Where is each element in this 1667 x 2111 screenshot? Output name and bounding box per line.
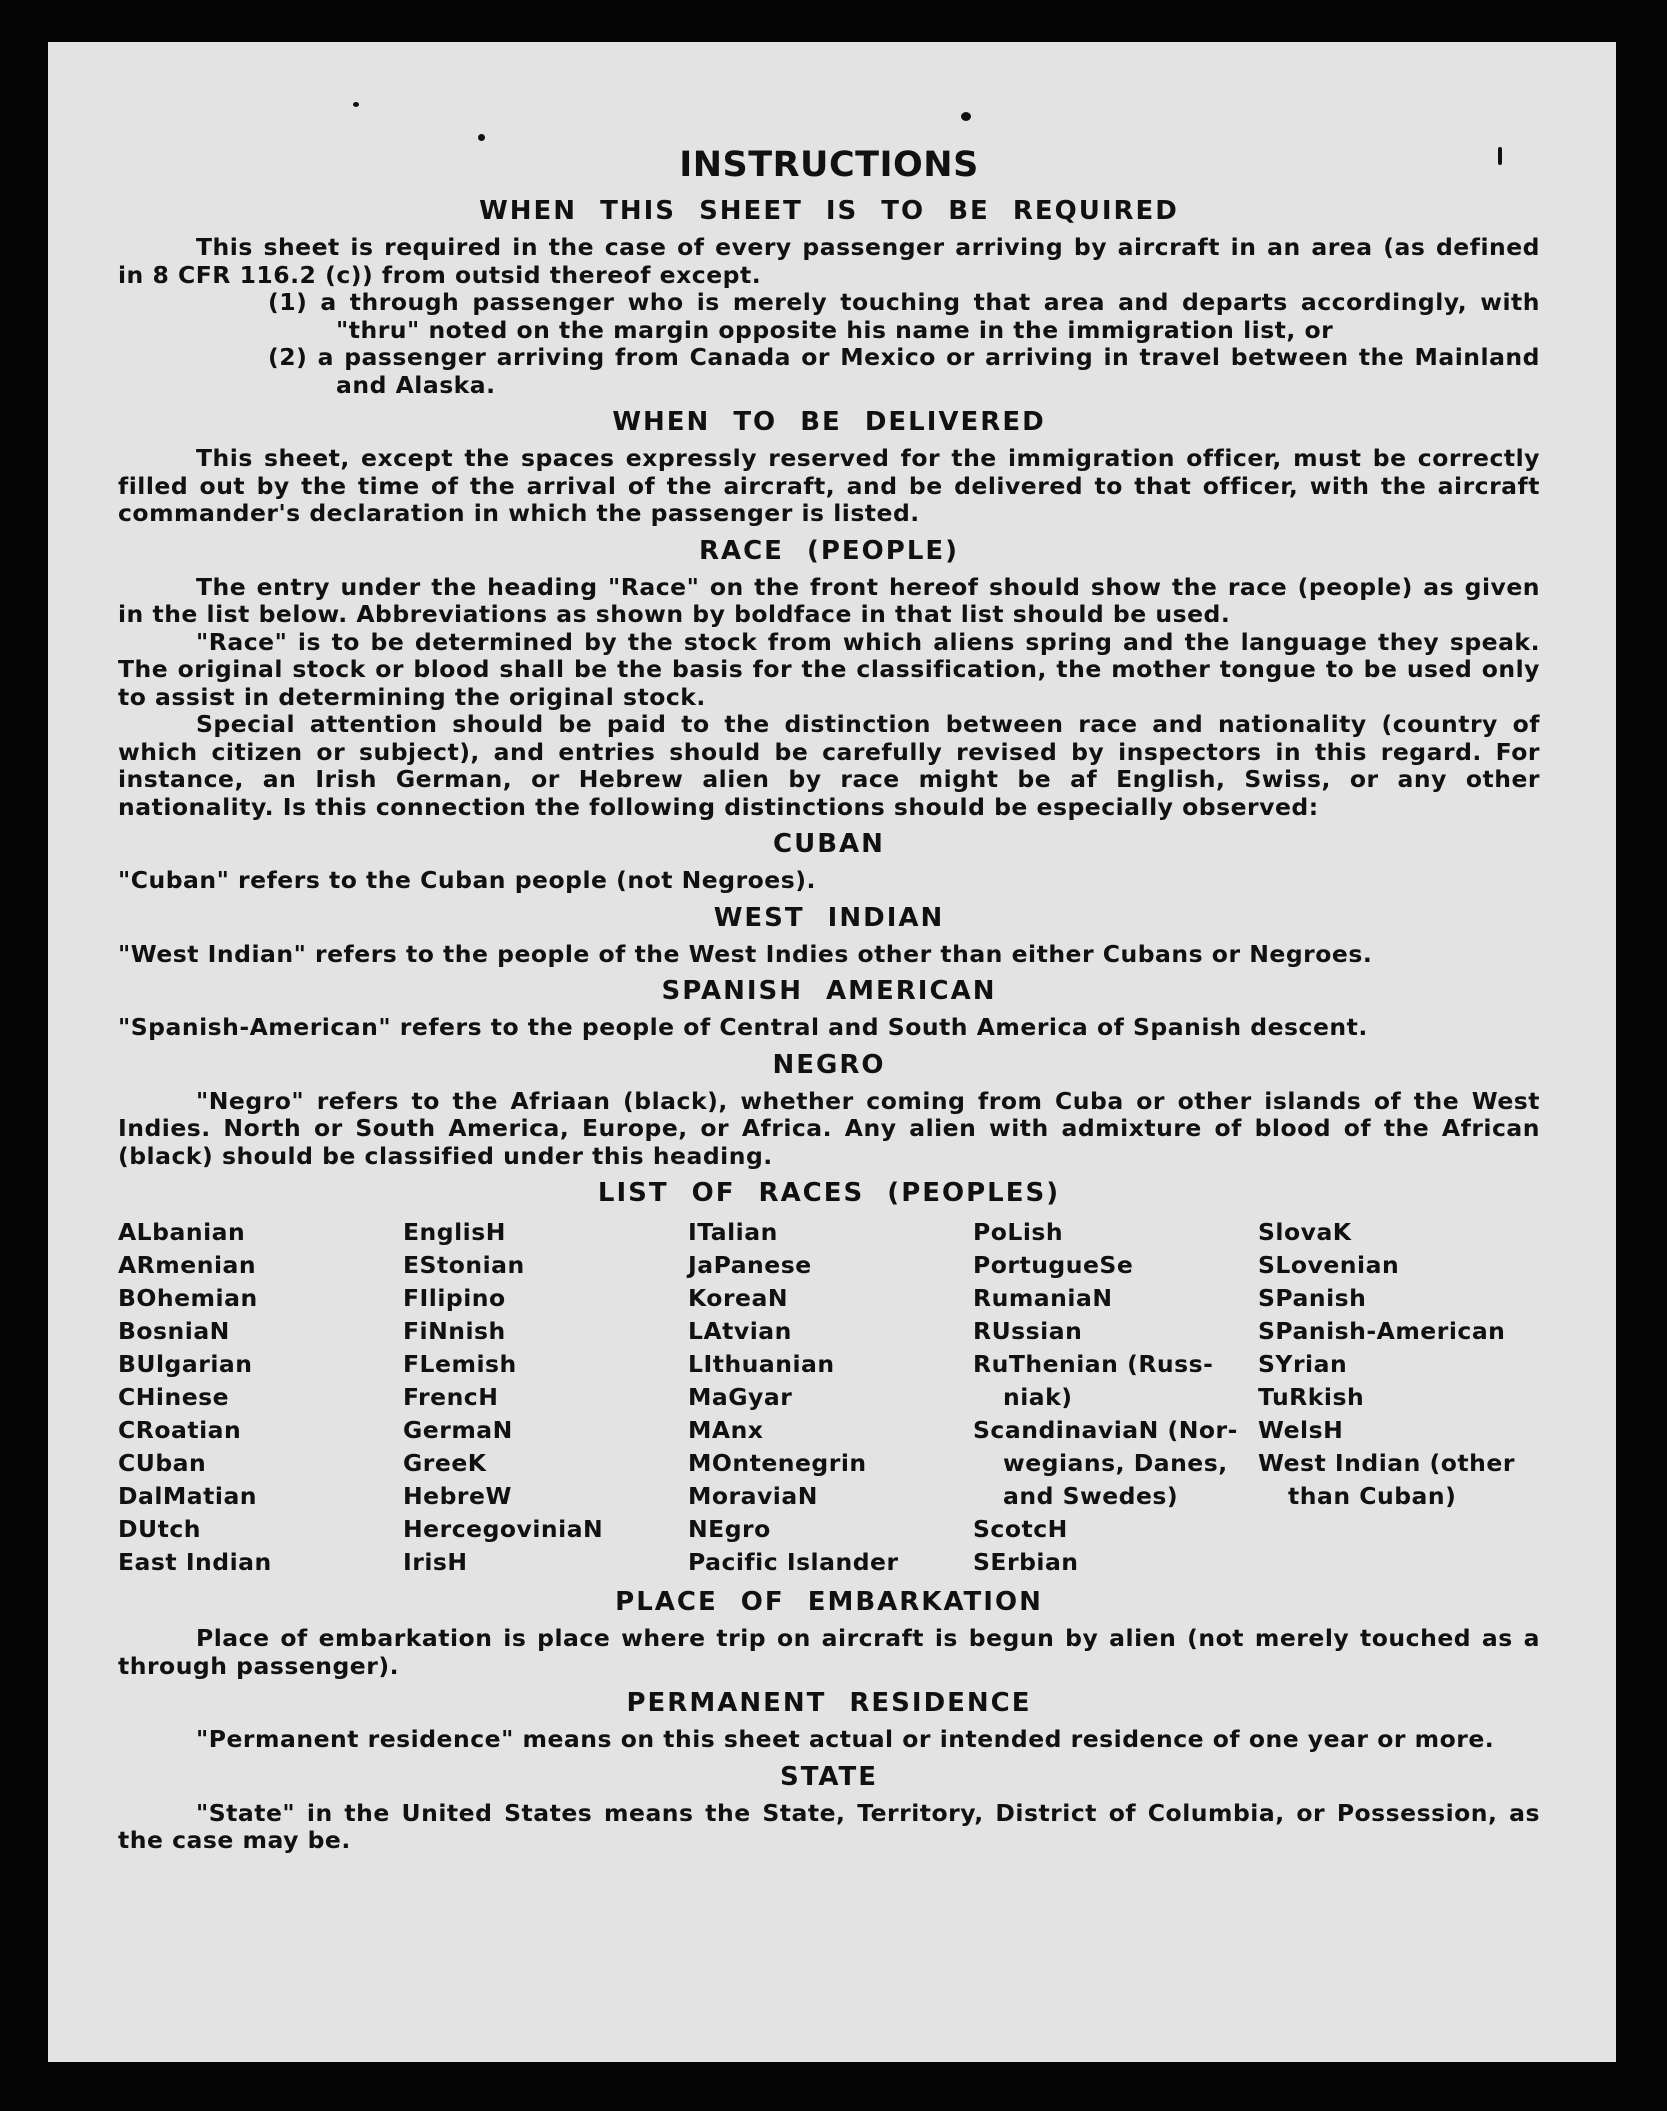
race-entry: RumaniaN [973, 1284, 1113, 1312]
race-entry: West Indian (other [1258, 1449, 1515, 1477]
race-entry: MoraviaN [688, 1482, 818, 1510]
required-paragraph: This sheet is required in the case of every passenger arriving by aircraft in an area (as defined in 8 CFR 116.2 (c)) from outsid thereof except. [118, 233, 1540, 289]
race-entry: ALbanian [118, 1218, 246, 1246]
race-entry: DalMatian [118, 1482, 258, 1510]
race-entry: than Cuban) [1288, 1482, 1457, 1510]
section-heading-spanish-american: SPANISH AMERICAN [661, 976, 997, 1006]
race-entry: MaGyar [688, 1383, 793, 1411]
race-entry: and Swedes) [1003, 1482, 1179, 1510]
ink-speck [961, 112, 971, 121]
race-entry: GermaN [403, 1416, 513, 1444]
race-entry: BOhemian [118, 1284, 258, 1312]
race-paragraph-1: The entry under the heading "Race" on the front hereof should show the race (people) as given in the list below. Abbreviations as shown by boldface in that list should be used. [118, 572, 1540, 628]
ink-speck [1498, 147, 1502, 165]
race-entry: SErbian [973, 1548, 1079, 1576]
race-entry: KoreaN [688, 1284, 788, 1312]
race-entry: HebreW [403, 1482, 512, 1510]
race-entry: SLovenian [1258, 1251, 1400, 1279]
races-column-4 [973, 1216, 1258, 1579]
section-heading-required: WHEN THIS SHEET IS TO BE REQUIRED [479, 196, 1179, 226]
race-entry: SPanish [1258, 1284, 1367, 1312]
race-entry: SlovaK [1258, 1218, 1352, 1246]
section-heading-west-indian: WEST INDIAN [713, 902, 945, 933]
race-entry: Pacific Islander [688, 1548, 899, 1576]
race-entry: FiNnish [403, 1317, 506, 1345]
section-heading-negro: NEGRO [772, 1049, 886, 1080]
section-heading-cuban: CUBAN [773, 829, 885, 859]
race-entry: ARmenian [118, 1251, 257, 1279]
race-entry: LAtvian [688, 1317, 792, 1345]
races-column-1 [118, 1216, 403, 1579]
race-entry: JaPanese [688, 1251, 812, 1279]
section-heading-delivered: WHEN TO BE DELIVERED [612, 407, 1046, 437]
race-entry: BosniaN [118, 1317, 230, 1345]
races-column-5 [1258, 1216, 1538, 1579]
required-exception-1: (1) a through passenger who is merely touching that area and departs accordingly, with "thru" noted on the margin opposite his name in the immigration list, or [268, 288, 1540, 344]
race-entry: East Indian [118, 1548, 272, 1576]
west-indian-paragraph: "West Indian" refers to the people of the West Indies other than either Cubans or Negroes. [118, 939, 1373, 968]
race-entry: PoLish [973, 1218, 1064, 1246]
race-entry: MOntenegrin [688, 1449, 867, 1477]
race-entry: CRoatian [118, 1416, 242, 1444]
race-entry: HercegoviniaN [403, 1515, 604, 1543]
delivered-paragraph: This sheet, except the spaces expressly reserved for the immigration officer, must be correctly filled out by the time of the arrival of the aircraft, and be delivered to that officer, with the aircraft commander's declaration in which the passenger is listed. [118, 444, 1540, 527]
race-entry: PortugueSe [973, 1251, 1134, 1279]
race-entry: SPanish-American [1258, 1317, 1506, 1345]
races-column-3 [688, 1216, 973, 1579]
race-entry: EStonian [403, 1251, 525, 1279]
race-entry: SYrian [1258, 1350, 1348, 1378]
state-paragraph: "State" in the United States means the State, Territory, District of Columbia, or Possession, as the case may be. [118, 1798, 1540, 1854]
section-heading-residence: PERMANENT RESIDENCE [626, 1688, 1032, 1718]
residence-paragraph: "Permanent residence" means on this sheet actual or intended residence of one year or more. [196, 1725, 1495, 1753]
embarkation-paragraph: Place of embarkation is place where trip on aircraft is begun by alien (not merely touched as a through passenger). [118, 1624, 1540, 1680]
race-entry: niak) [1003, 1383, 1073, 1411]
race-entry: MAnx [688, 1416, 764, 1444]
race-entry: NEgro [688, 1515, 771, 1543]
page-title: INSTRUCTIONS [679, 145, 979, 185]
race-entry: EnglisH [403, 1218, 506, 1246]
race-entry: DUtch [118, 1515, 201, 1543]
ink-speck [353, 102, 359, 107]
race-entry: CHinese [118, 1383, 230, 1411]
race-entry: WelsH [1258, 1416, 1344, 1444]
race-entry: RUssian [973, 1317, 1083, 1345]
race-entry: FrencH [403, 1383, 499, 1411]
race-entry: GreeK [403, 1449, 487, 1477]
section-heading-race: RACE (PEOPLE) [698, 535, 960, 566]
race-entry: ITalian [688, 1218, 778, 1246]
cuban-paragraph: "Cuban" refers to the Cuban people (not Negroes). [118, 866, 816, 894]
race-entry: FIlipino [403, 1284, 506, 1312]
race-entry: CUban [118, 1449, 207, 1477]
section-heading-races-list: LIST OF RACES (PEOPLES) [597, 1178, 1061, 1208]
section-heading-state: STATE [779, 1761, 879, 1792]
race-paragraph-3: Special attention should be paid to the distinction between race and nationality (country of which citizen or subject), and entries should be carefully revised by inspectors in this regard. For instance, an Irish German, or Hebrew alien by race might be af English, Swiss, or any other nationality. Is this connection the following distinctions should be especially observed: [118, 710, 1540, 821]
negro-paragraph: "Negro" refers to the Afriaan (black), whether coming from Cuba or other islands of the West Indies. North or South America, Europe, or Africa. Any alien with admixture of blood of the African (black) should be classified under this heading. [118, 1086, 1540, 1170]
spanish-american-paragraph: "Spanish-American" refers to the people of Central and South America of Spanish descent. [118, 1013, 1368, 1041]
ink-speck [478, 134, 485, 141]
races-list [118, 1216, 1540, 1579]
race-entry: ScotcH [973, 1515, 1068, 1543]
races-column-2 [403, 1216, 688, 1579]
race-entry: TuRkish [1258, 1383, 1365, 1411]
race-paragraph-2: "Race" is to be determined by the stock from which aliens spring and the language they speak. The original stock or blood shall be the basis for the classification, the mother tongue to be used only to assist in determining the original stock. [118, 627, 1540, 711]
race-entry: FLemish [403, 1350, 517, 1378]
document-page [48, 42, 1616, 2062]
race-entry: wegians, Danes, [1003, 1449, 1228, 1477]
required-exception-2: (2) a passenger arriving from Canada or Mexico or arriving in travel between the Mainland and Alaska. [268, 343, 1540, 399]
race-entry: IrisH [403, 1548, 468, 1576]
race-entry: BUlgarian [118, 1350, 253, 1378]
race-entry: RuThenian (Russ- [973, 1350, 1214, 1378]
race-entry: ScandinaviaN (Nor- [973, 1416, 1238, 1444]
section-heading-embarkation: PLACE OF EMBARKATION [615, 1587, 1043, 1617]
race-entry: LIthuanian [688, 1350, 835, 1378]
